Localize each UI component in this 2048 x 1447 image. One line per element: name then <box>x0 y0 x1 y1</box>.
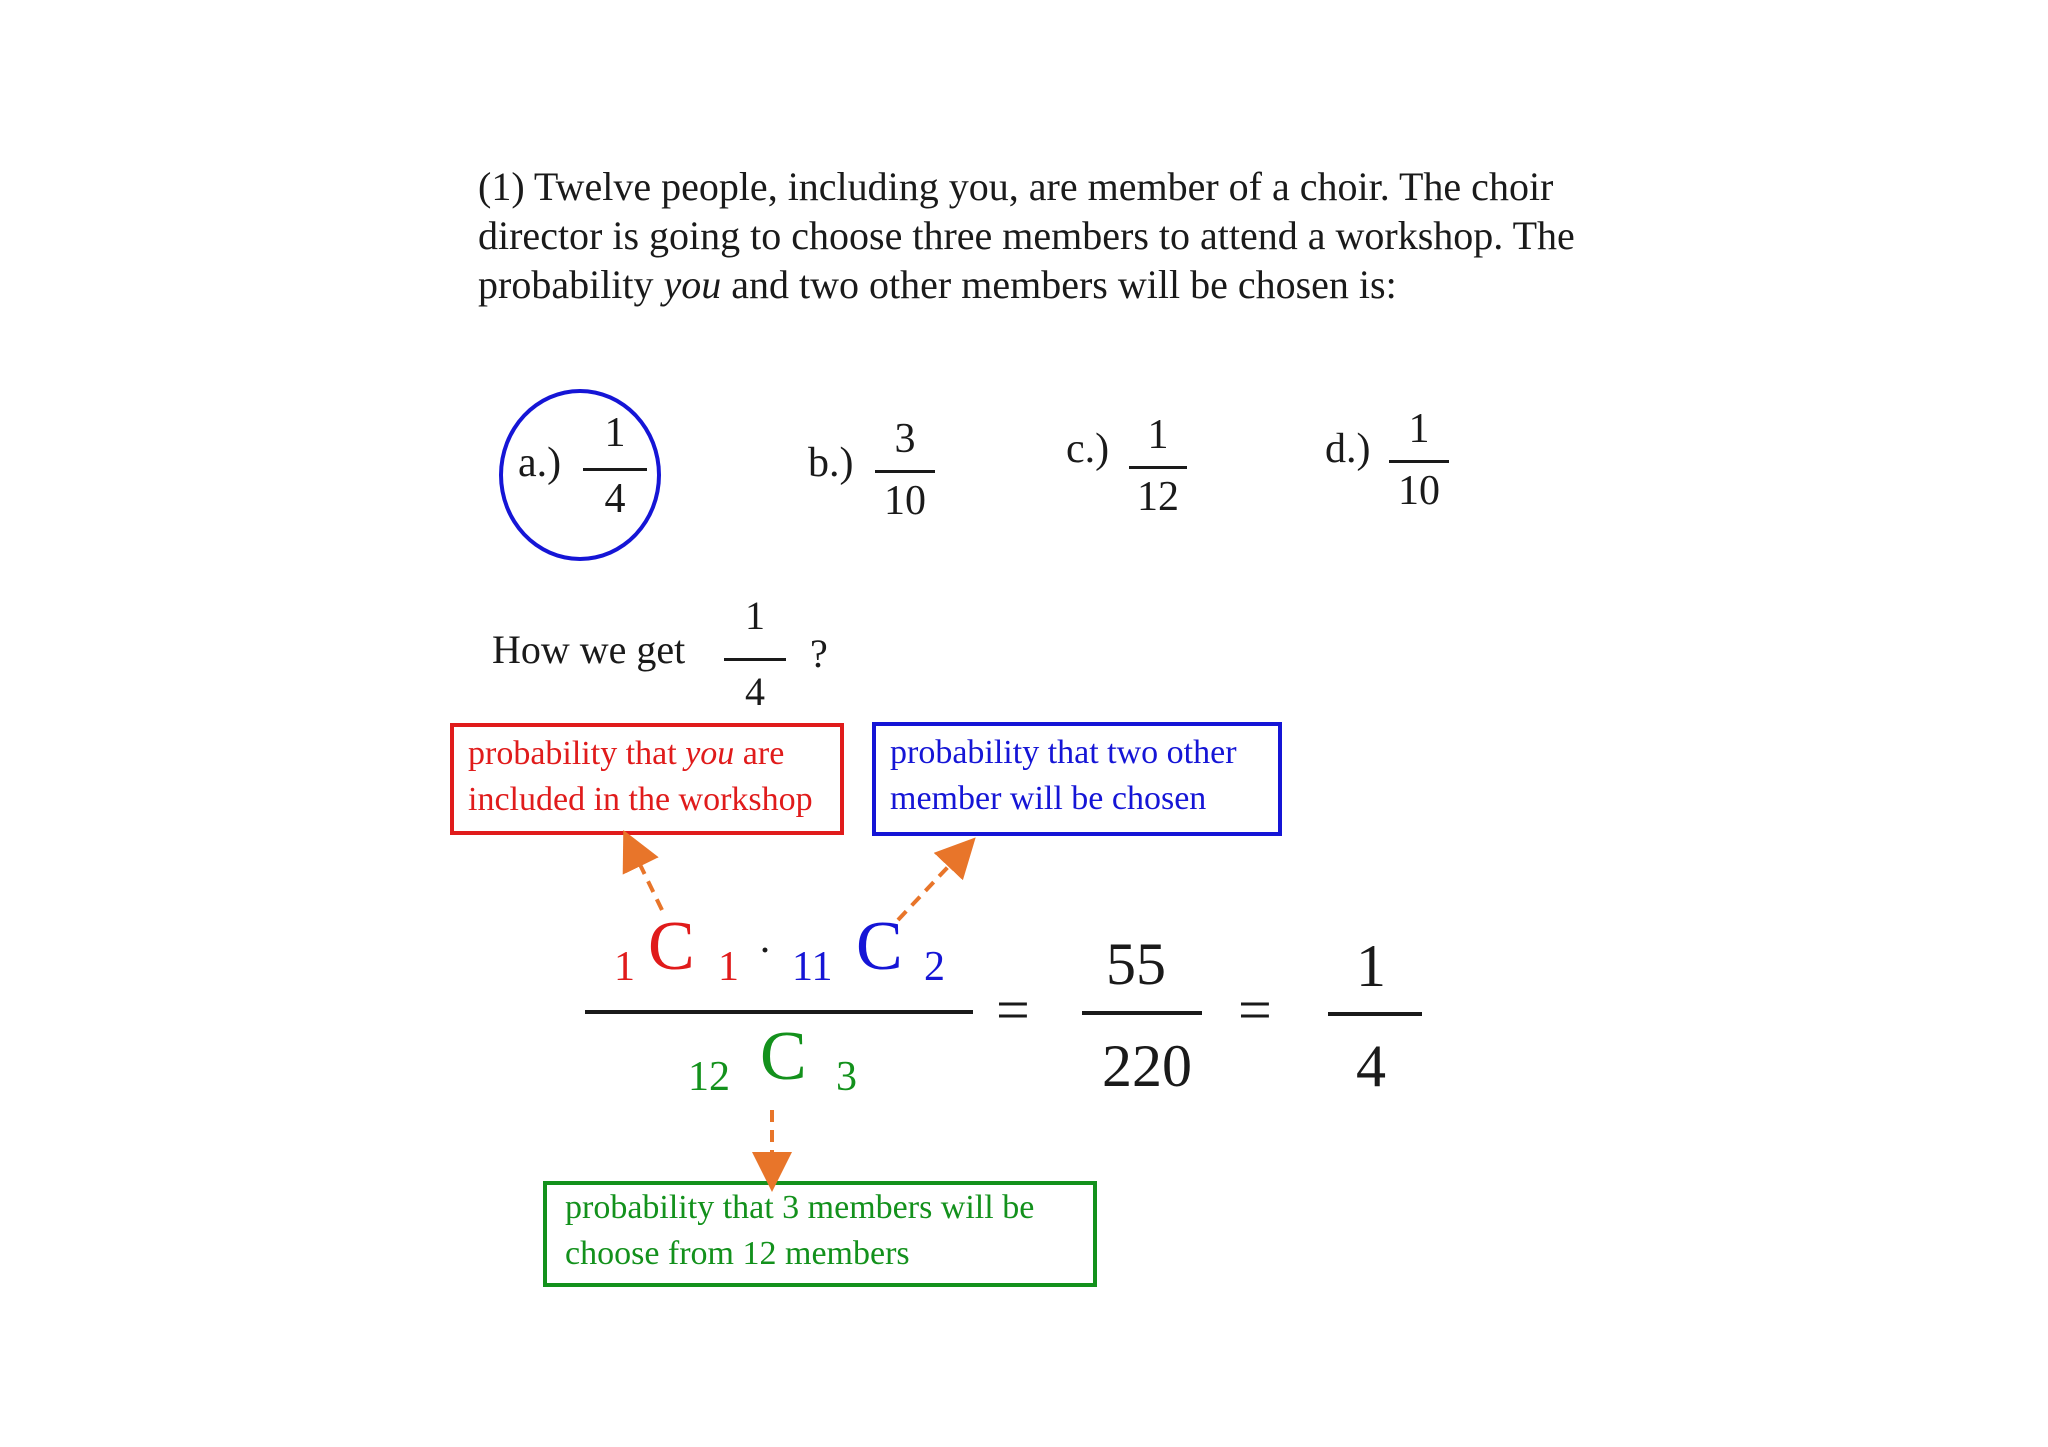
how-we-get-text: How we get <box>492 627 686 672</box>
annotation-two-others: probability that two other member will be chosen <box>872 722 1282 836</box>
main-fraction-bar <box>585 1010 973 1014</box>
term2-subscript-right: 2 <box>924 944 945 990</box>
choice-d-label: d.) <box>1325 426 1371 472</box>
question-emphasis: you <box>663 262 722 307</box>
arrow-red <box>632 848 662 910</box>
denominator-c: C <box>760 1018 807 1095</box>
middle-fraction-bar <box>1082 1011 1202 1015</box>
term2-c: C <box>856 908 903 985</box>
result-denominator: 4 <box>1356 1033 1386 1099</box>
result-numerator: 1 <box>1356 933 1386 999</box>
term1-c: C <box>648 908 695 985</box>
equals-sign-2: = <box>1238 977 1272 1043</box>
term1-subscript-left: 1 <box>614 944 635 990</box>
annotation-you-included: probability that you are included in the workshop <box>450 723 844 835</box>
question-text: (1) Twelve people, including you, are member of a choir. The choir director is going to choose three members to attend a workshop. The probability you and two other members will be chosen is: <box>478 164 1575 307</box>
denominator-subscript-right: 3 <box>836 1054 857 1100</box>
choice-a-fraction: 1 4 <box>583 412 647 522</box>
how-question-mark: ? <box>810 631 828 676</box>
annotation-three-of-twelve: probability that 3 members will be choose from 12 members <box>543 1181 1097 1287</box>
term1-subscript-right: 1 <box>718 944 739 990</box>
denominator-subscript-left: 12 <box>688 1054 730 1100</box>
middle-numerator: 55 <box>1106 931 1166 997</box>
choice-c-fraction: 1 12 <box>1129 414 1187 524</box>
how-fraction: 1 4 <box>724 592 786 712</box>
multiply-dot: · <box>758 928 772 974</box>
choice-d-fraction: 1 10 <box>1389 408 1449 518</box>
choice-a-label: a.) <box>518 440 562 486</box>
result-fraction-bar <box>1328 1012 1422 1016</box>
arrow-blue <box>898 852 962 920</box>
choice-b-label: b.) <box>808 440 854 486</box>
choice-c-label: c.) <box>1066 426 1110 472</box>
choice-b-fraction: 3 10 <box>875 418 935 528</box>
middle-denominator: 220 <box>1102 1033 1192 1099</box>
term2-subscript-left: 11 <box>792 944 833 990</box>
equals-sign-1: = <box>996 977 1030 1043</box>
